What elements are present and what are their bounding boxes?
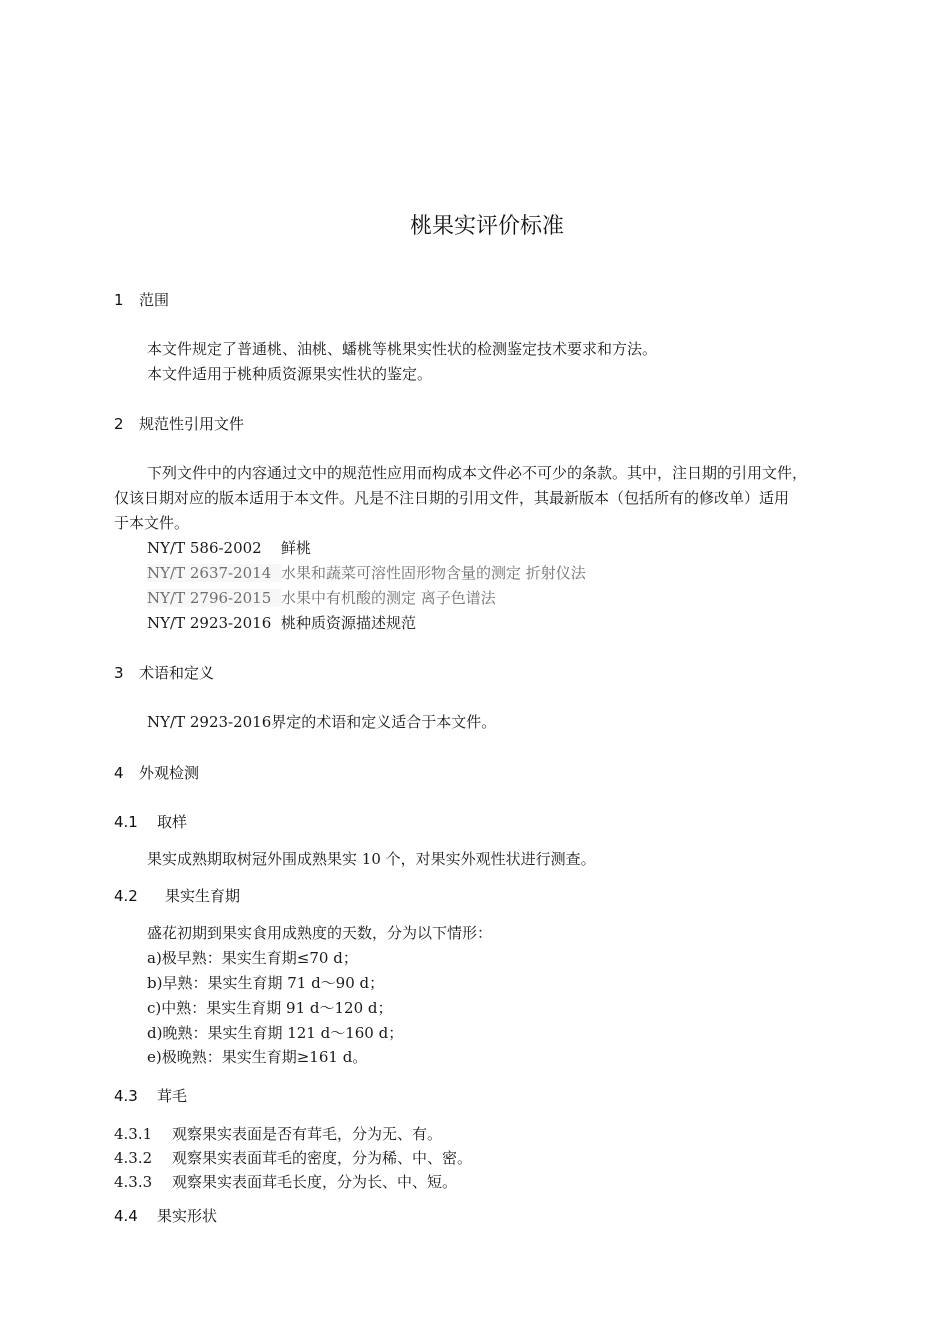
document-title: 桃果实评价标准 — [409, 214, 564, 239]
paragraph: 盛花初期到果实食用成熟度的天数，分为以下情形： — [147, 924, 493, 942]
section-1-heading — [114, 289, 169, 310]
subsection-title: 果实生育期 — [165, 887, 241, 905]
paragraph-line: 仅该日期对应的版本适用于本文件。凡是不注日期的引用文件，其最新版本（包括所有的修改单）适用 — [114, 489, 790, 507]
paragraph-line: 于本文件。 — [114, 514, 190, 532]
subsection-title: 取样 — [157, 813, 188, 831]
reference-title: 桃种质资源描述规范 — [281, 614, 417, 632]
section-number: 1 — [114, 291, 124, 309]
section-4-heading — [114, 762, 199, 783]
clause-number: 4.3.1 — [114, 1125, 153, 1143]
reference-code: NY/T 2637-2014 — [147, 564, 281, 582]
subsection-number: 4.1 — [114, 813, 138, 831]
clause-number: 4.3.3 — [114, 1173, 153, 1191]
section-title: 术语和定义 — [139, 664, 215, 682]
subsection-4-2-heading — [114, 885, 240, 906]
section-number: 2 — [114, 415, 124, 433]
reference-code: NY/T 2796-2015 — [147, 589, 281, 607]
reference-item — [147, 587, 496, 608]
reference-title: 水果和蔬菜可溶性固形物含量的测定 折射仪法 — [281, 564, 586, 582]
paragraph-line: 下列文件中的内容通过文中的规范性应用而构成本文件必不可少的条款。其中，注日期的引用文件， — [147, 464, 808, 482]
clause-text: 观察果实表面茸毛的密度，分为稀、中、密。 — [172, 1149, 473, 1167]
subsection-4-1-heading — [114, 811, 187, 832]
section-number: 4 — [114, 764, 124, 782]
subsection-title: 茸毛 — [157, 1087, 188, 1105]
subsection-title: 果实形状 — [157, 1207, 218, 1225]
reference-code: NY/T 2923-2016 — [147, 614, 272, 632]
clause-number: 4.3.2 — [114, 1149, 153, 1167]
paragraph: NY/T 2923-2016界定的术语和定义适合于本文件。 — [147, 713, 497, 731]
subsection-4-4-heading — [114, 1205, 217, 1226]
subsection-number: 4.3 — [114, 1087, 138, 1105]
clause-text: 观察果实表面茸毛长度，分为长、中、短。 — [172, 1173, 458, 1191]
reference-title: 鲜桃 — [281, 539, 312, 557]
reference-title: 水果中有机酸的测定 离子色谱法 — [281, 589, 496, 607]
clause-text: 观察果实表面是否有茸毛，分为无、有。 — [172, 1125, 443, 1143]
list-item: e)极晚熟：果实生育期≥161 d。 — [147, 1048, 368, 1066]
reference-code: NY/T 586-2002 — [147, 539, 262, 557]
section-title: 规范性引用文件 — [139, 415, 245, 433]
subsection-number: 4.4 — [114, 1207, 138, 1225]
paragraph: 本文件规定了普通桃、油桃、蟠桃等桃果实性状的检测鉴定技术要求和方法。 — [147, 340, 658, 358]
section-title: 范围 — [139, 291, 170, 309]
list-item: a)极早熟：果实生育期≤70 d； — [147, 949, 358, 967]
section-title: 外观检测 — [139, 764, 200, 782]
paragraph: 本文件适用于桃种质资源果实性状的鉴定。 — [147, 365, 433, 383]
subsection-4-3-heading — [114, 1085, 187, 1106]
list-item: b)早熟：果实生育期 71 d～90 d； — [147, 974, 385, 992]
list-item: c)中熟：果实生育期 91 d～120 d； — [147, 999, 393, 1017]
section-2-heading — [114, 413, 244, 434]
reference-item — [147, 537, 311, 558]
subsection-number: 4.2 — [114, 887, 138, 905]
clause-item — [114, 1171, 457, 1192]
clause-item — [114, 1147, 472, 1168]
reference-item — [147, 612, 416, 633]
paragraph: 果实成熟期取树冠外围成熟果实 10 个，对果实外观性状进行测查。 — [147, 850, 596, 868]
section-number: 3 — [114, 664, 124, 682]
section-3-heading — [114, 662, 214, 683]
clause-item — [114, 1123, 442, 1144]
list-item: d)晚熟：果实生育期 121 d～160 d； — [147, 1024, 404, 1042]
reference-item — [147, 562, 586, 583]
